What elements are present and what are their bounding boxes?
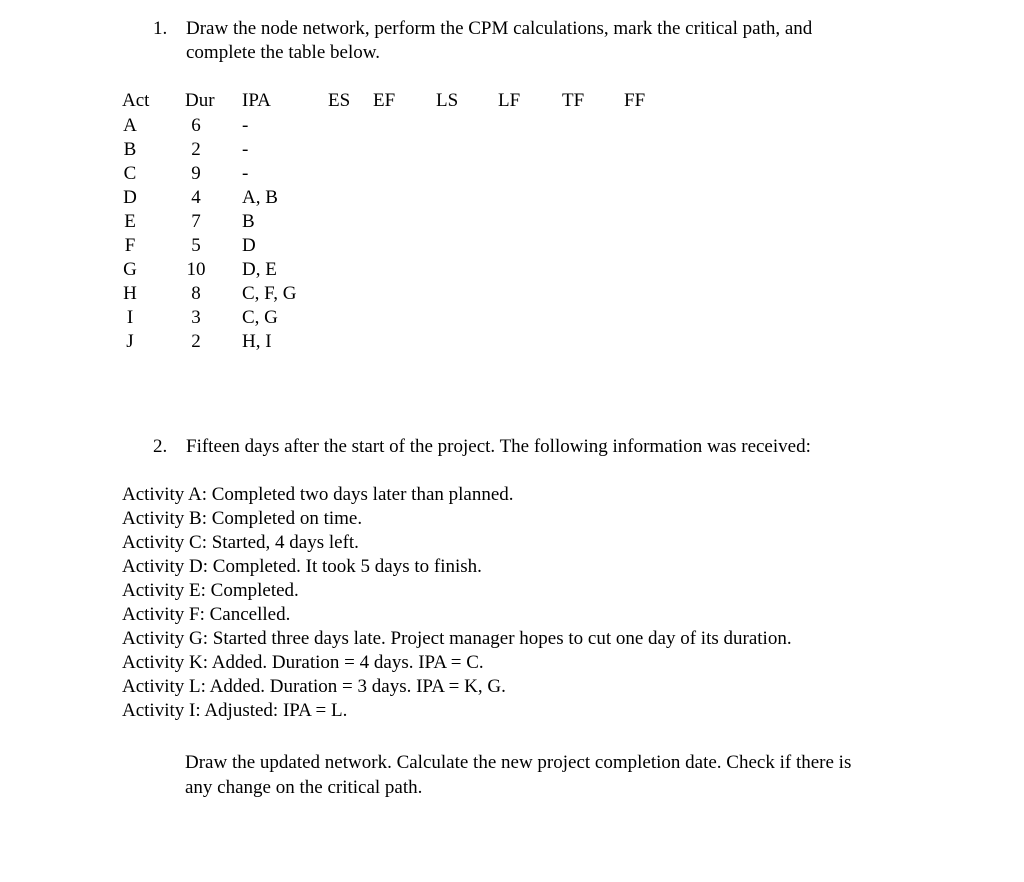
table-row [0,186,1024,210]
list-item: Activity E: Completed. [122,580,299,601]
cell-ipa: D [242,235,256,256]
cell-act: G [123,259,137,280]
cell-ipa: C, F, G [242,283,297,304]
cell-act: C [123,163,137,184]
cell-dur: 3 [191,307,201,328]
cell-dur: 9 [191,163,201,184]
cell-dur: 5 [191,235,201,256]
table-row [0,306,1024,330]
cell-ipa: D, E [242,259,277,280]
cell-dur: 6 [191,115,201,136]
cell-ipa: B [242,211,255,232]
table-row [0,234,1024,258]
question-1-text [186,17,812,65]
cell-ipa: C, G [242,307,278,328]
cell-act: E [124,211,136,232]
header-ls: LS [436,90,459,111]
cell-act: B [123,139,137,160]
cell-ipa: - [242,139,249,160]
list-item: Activity G: Started three days late. Project manager hopes to cut one day of its duration. [122,628,792,649]
table-row [0,162,1024,186]
table-row [0,114,1024,138]
final-instruction-line-2: any change on the critical path. [185,777,423,798]
cell-act: F [124,235,136,256]
cell-dur: 2 [191,139,201,160]
cell-ipa: H, I [242,331,272,352]
cell-ipa: - [242,115,249,136]
question-1-line-1: Draw the node network, perform the CPM calculations, mark the critical path, and [186,18,813,39]
cell-dur: 8 [191,283,201,304]
list-item: Activity B: Completed on time. [122,508,363,529]
header-lf: LF [498,90,521,111]
cell-act: A [123,115,137,136]
cell-act: J [126,331,134,352]
list-item: Activity K: Added. Duration = 4 days. IPA = C. [122,652,484,673]
list-item: Activity D: Completed. It took 5 days to finish. [122,556,482,577]
cell-act: H [123,283,137,304]
header-tf: TF [562,90,585,111]
cell-dur: 2 [191,331,201,352]
table-header-row [0,89,1024,113]
question-1-number: 1. [153,18,168,39]
final-instruction [185,750,945,800]
cell-dur: 10 [186,259,206,280]
list-item: Activity F: Cancelled. [122,604,291,625]
list-item: Activity A: Completed two days later than planned. [122,484,514,505]
cell-ipa: A, B [242,187,278,208]
header-ef: EF [373,90,396,111]
table-row [0,138,1024,162]
question-2-number: 2. [153,436,168,457]
cell-ipa: - [242,163,249,184]
list-item: Activity L: Added. Duration = 3 days. IPA = K, G. [122,676,506,697]
question-2-text: Fifteen days after the start of the project. The following information was received: [186,436,811,457]
table-row [0,282,1024,306]
header-ff: FF [624,90,646,111]
table-row [0,330,1024,354]
cell-dur: 7 [191,211,201,232]
table-row [0,258,1024,282]
final-instruction-line-1: Draw the updated network. Calculate the new project completion date. Check if there is [185,752,852,773]
question-1-line-2: complete the table below. [186,42,380,63]
header-es: ES [328,90,351,111]
header-dur: Dur [185,90,215,111]
cell-dur: 4 [191,187,201,208]
cell-act: I [126,307,134,328]
header-act: Act [122,90,150,111]
update-info-list [122,483,792,723]
header-ipa: IPA [242,90,271,111]
list-item: Activity I: Adjusted: IPA = L. [122,700,348,721]
cell-act: D [123,187,137,208]
table-row [0,210,1024,234]
list-item: Activity C: Started, 4 days left. [122,532,359,553]
